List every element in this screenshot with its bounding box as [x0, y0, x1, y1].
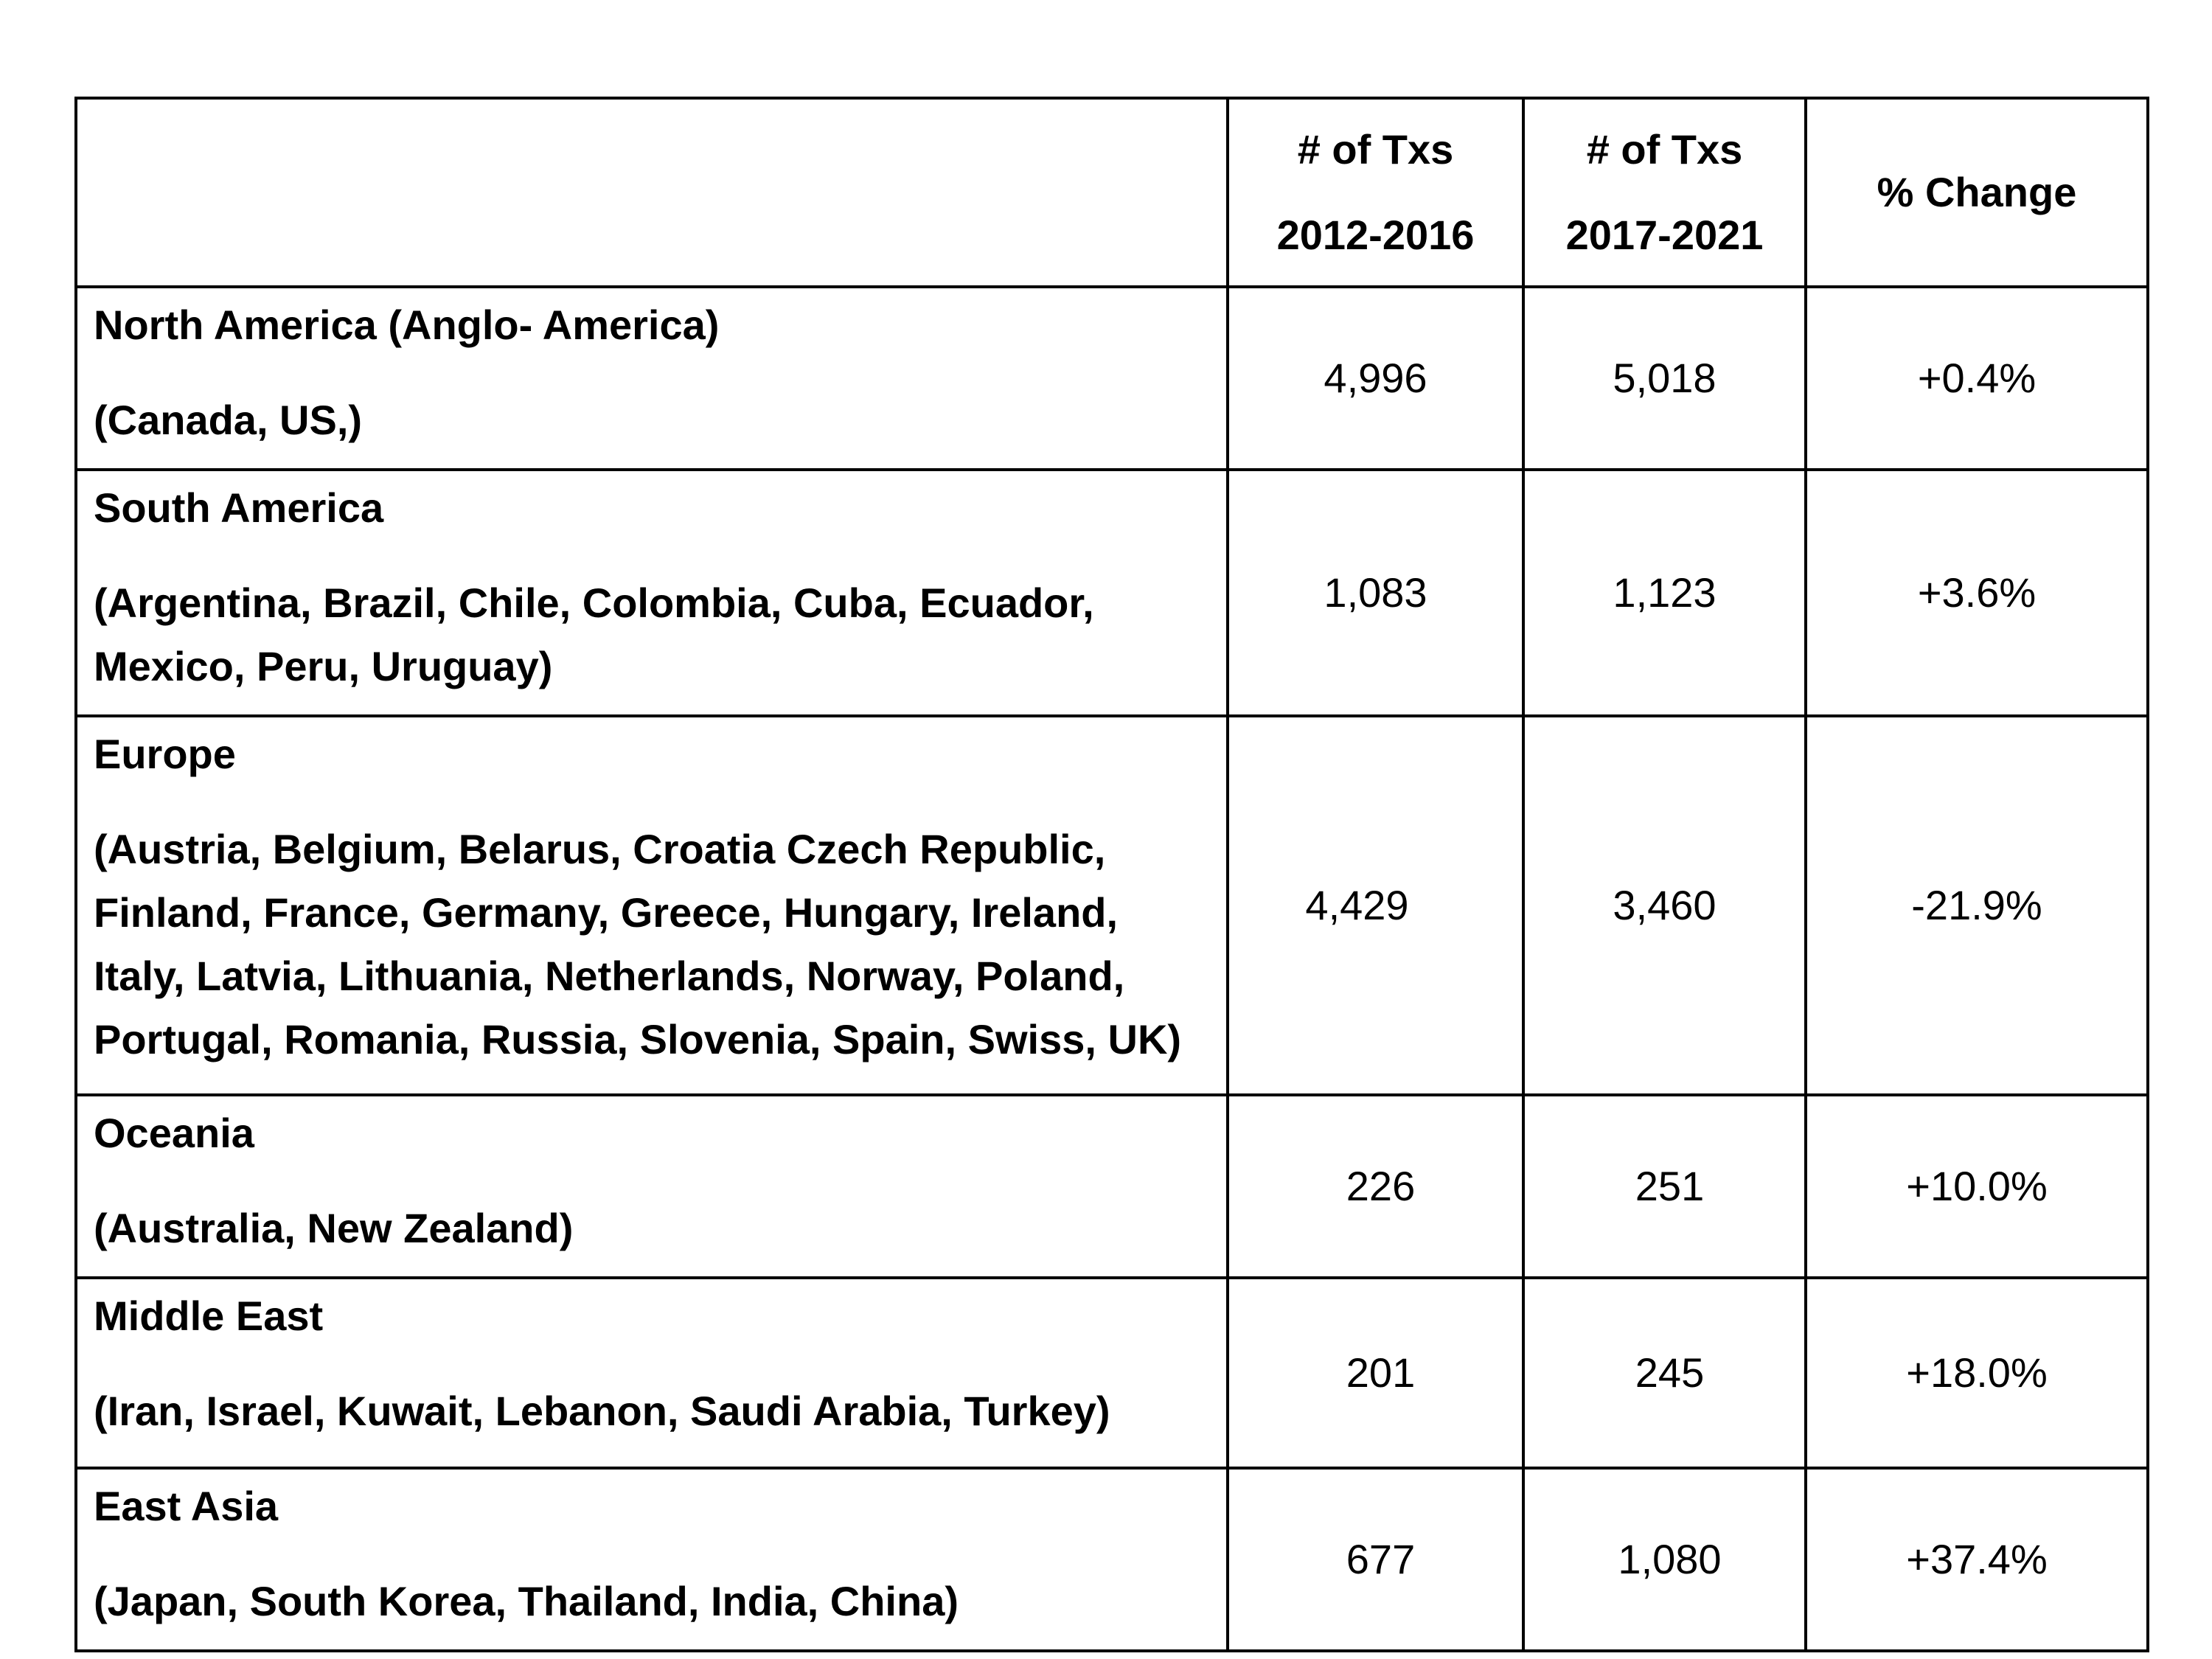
txs-2012-2016: 226 — [1228, 1095, 1523, 1278]
region-name: Middle East — [94, 1293, 324, 1339]
transactions-by-region-table — [74, 97, 2149, 1652]
txs-2017-2021: 245 — [1523, 1278, 1806, 1468]
percent-change: +18.0% — [1806, 1278, 2148, 1468]
txs-2017-2021: 3,460 — [1523, 716, 1806, 1095]
txs-2012-2016: 1,083 — [1228, 470, 1523, 716]
region-countries: (Argentina, Brazil, Chile, Colombia, Cuba, Ecuador, Mexico, Peru, Uruguay) — [94, 580, 1094, 689]
region-name: Oceania — [94, 1110, 254, 1156]
region-cell — [76, 470, 1228, 716]
region-countries: (Austria, Belgium, Belarus, Croatia Czech Republic, Finland, France, Germany, Greece, Hungary, Ireland, Italy, Latvia, Lithuania, Netherlands, Norway, Poland, Portugal, Romania, Russia, Slovenia, Spain, Swiss, UK) — [94, 826, 1182, 1062]
region-name: East Asia — [94, 1483, 279, 1529]
table-row-oceania — [76, 1095, 2148, 1278]
region-name: Europe — [94, 731, 236, 777]
region-countries: (Canada, US,) — [94, 397, 363, 443]
percent-change: +10.0% — [1806, 1095, 2148, 1278]
region-countries: (Australia, New Zealand) — [94, 1205, 574, 1251]
table-row-middle-east — [76, 1278, 2148, 1468]
header-period2-line1: # of Txs — [1586, 126, 1743, 173]
percent-change: +37.4% — [1806, 1468, 2148, 1651]
percent-change: +3.6% — [1806, 470, 2148, 716]
txs-2017-2021: 251 — [1523, 1095, 1806, 1278]
header-row — [76, 98, 2148, 287]
table-row-east-asia — [76, 1468, 2148, 1651]
region-cell — [76, 1468, 1228, 1651]
region-cell — [76, 287, 1228, 470]
header-percent-change: % Change — [1806, 98, 2148, 287]
header-region — [76, 98, 1228, 287]
txs-2012-2016: 677 — [1228, 1468, 1523, 1651]
txs-2017-2021: 1,080 — [1523, 1468, 1806, 1651]
header-period1-line1: # of Txs — [1297, 126, 1454, 173]
table-row-south-america — [76, 470, 2148, 716]
txs-2012-2016: 201 — [1228, 1278, 1523, 1468]
region-cell — [76, 1278, 1228, 1468]
txs-2012-2016: 4,429 — [1228, 716, 1523, 1095]
percent-change: -21.9% — [1806, 716, 2148, 1095]
table-row-north-america — [76, 287, 2148, 470]
table-row-europe — [76, 716, 2148, 1095]
header-period2-line2: 2017-2021 — [1565, 212, 1764, 258]
header-period-2017-2021 — [1523, 98, 1806, 287]
header-period1-line2: 2012-2016 — [1276, 212, 1475, 258]
region-name: North America (Anglo- America) — [94, 302, 720, 348]
txs-2012-2016: 4,996 — [1228, 287, 1523, 470]
header-period-2012-2016 — [1228, 98, 1523, 287]
txs-2017-2021: 1,123 — [1523, 470, 1806, 716]
region-cell — [76, 1095, 1228, 1278]
region-cell — [76, 716, 1228, 1095]
region-countries: (Iran, Israel, Kuwait, Lebanon, Saudi Arabia, Turkey) — [94, 1388, 1110, 1434]
percent-change: +0.4% — [1806, 287, 2148, 470]
region-countries: (Japan, South Korea, Thailand, India, China) — [94, 1578, 959, 1624]
region-name: South America — [94, 484, 384, 531]
txs-2017-2021: 5,018 — [1523, 287, 1806, 470]
